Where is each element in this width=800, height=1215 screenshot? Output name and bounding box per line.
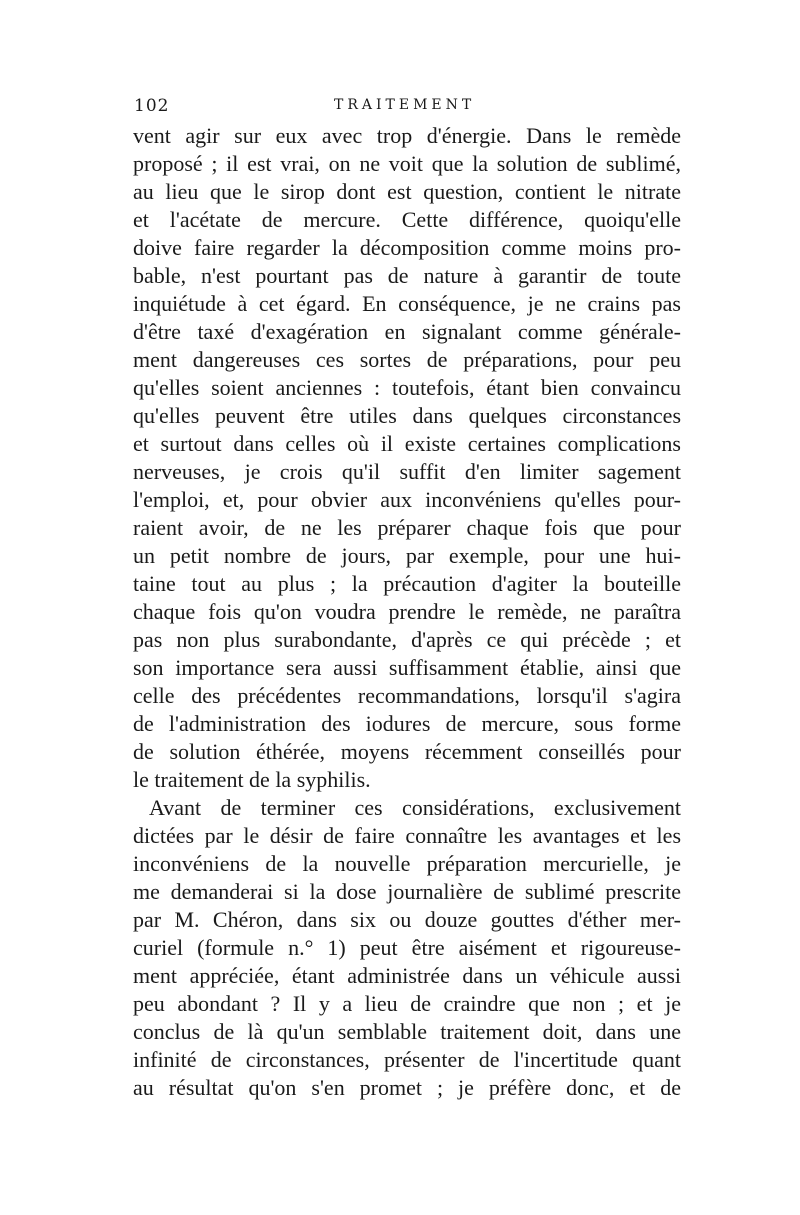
text-line: inquiétude à cet égard. En conséquence, je ne crains pas [133,291,681,316]
text-line: l'emploi, et, pour obvier aux inconvéniens qu'elles pour- [133,487,681,512]
text-line: raient avoir, de ne les préparer chaque fois que pour [133,515,681,540]
text-line: et surtout dans celles où il existe certaines complications [133,431,681,456]
text-line: proposé ; il est vrai, on ne voit que la solution de sublimé, [133,151,681,176]
text-line: doive faire regarder la décomposition comme moins pro- [133,235,681,260]
text-line: me demanderai si la dose journalière de sublimé prescrite [133,879,681,904]
text-line: celle des précédentes recommandations, lorsqu'il s'agira [133,683,681,708]
text-line: par M. Chéron, dans six ou douze gouttes d'éther mer- [133,907,681,932]
text-line: taine tout au plus ; la précaution d'agiter la bouteille [133,571,681,596]
text-line: au résultat qu'on s'en promet ; je préfère donc, et de [133,1075,681,1100]
text-line: bable, n'est pourtant pas de nature à garantir de toute [133,263,681,288]
text-line: conclus de là qu'un semblable traitement doit, dans une [133,1019,681,1044]
text-line: et l'acétate de mercure. Cette différence, quoiqu'elle [133,207,681,232]
text-line: qu'elles soient anciennes : toutefois, étant bien convaincu [133,375,681,400]
body-text [133,122,681,1102]
paragraph-end-line: le traitement de la syphilis. [133,767,371,792]
text-line: ment appréciée, étant administrée dans un véhicule aussi [133,963,681,988]
text-line: nerveuses, je crois qu'il suffit d'en limiter sagement [133,459,681,484]
text-line: peu abondant ? Il y a lieu de craindre que non ; et je [133,991,681,1016]
text-line: vent agir sur eux avec trop d'énergie. Dans le remède [133,123,681,148]
text-line: chaque fois qu'on voudra prendre le remède, ne paraîtra [133,599,681,624]
text-line: dictées par le désir de faire connaître les avantages et les [133,823,681,848]
running-head: TRAITEMENT [334,97,476,113]
text-line: infinité de circonstances, présenter de l'incertitude quant [133,1047,681,1072]
text-line: qu'elles peuvent être utiles dans quelques circonstances [133,403,681,428]
text-line: inconvéniens de la nouvelle préparation mercurielle, je [133,851,681,876]
text-line: de solution éthérée, moyens récemment conseillés pour [133,739,681,764]
page-header [134,96,679,120]
text-line: ment dangereuses ces sortes de préparations, pour peu [133,347,681,372]
text-line: d'être taxé d'exagération en signalant comme générale- [133,319,681,344]
text-line: un petit nombre de jours, par exemple, pour une hui- [133,543,681,568]
text-line: de l'administration des iodures de mercure, sous forme [133,711,681,736]
text-line: curiel (formule n.° 1) peut être aisément et rigoureuse- [133,935,681,960]
text-line: son importance sera aussi suffisamment établie, ainsi que [133,655,681,680]
paragraph-start-line: Avant de terminer ces considérations, exclusivement [149,795,681,820]
page-number: 102 [134,96,170,116]
text-line: au lieu que le sirop dont est question, contient le nitrate [133,179,681,204]
text-line: pas non plus surabondante, d'après ce qui précède ; et [133,627,681,652]
